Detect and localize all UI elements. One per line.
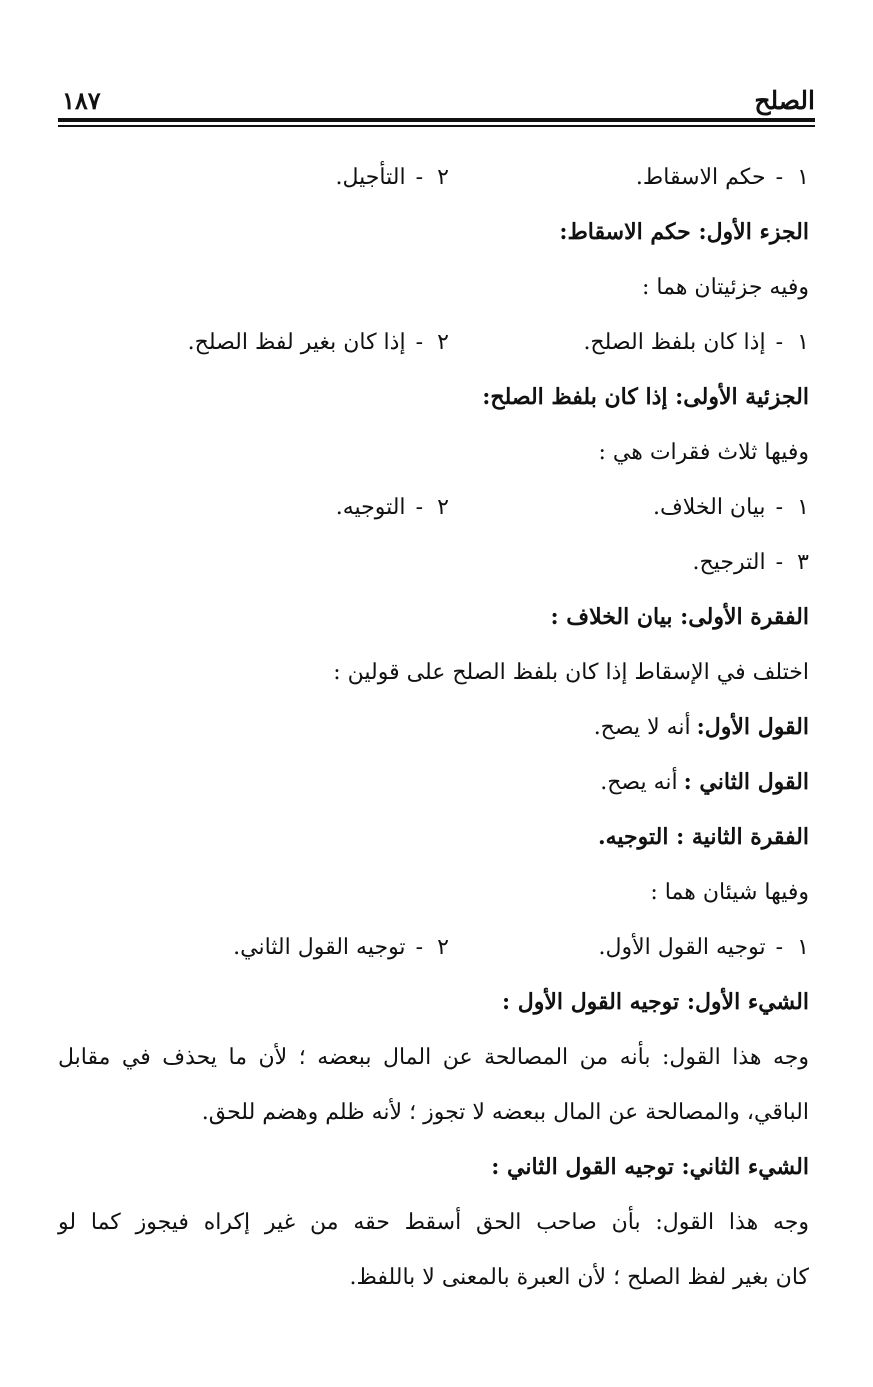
list-item: ١-توجيه القول الأول. (598, 935, 809, 960)
opinion-line (58, 700, 809, 755)
opinion-text: أنه لا يصح. (593, 715, 691, 740)
list-item: ٢-التوجيه. (335, 495, 449, 520)
paragraph-line: اختلف في الإسقاط إذا كان بلفظ الصلح على قولين : (333, 660, 809, 685)
list-item: ٣-الترجيح. (692, 550, 809, 575)
section-heading: الجزئية الأولى: إذا كان بلفظ الصلح: (482, 384, 809, 410)
running-title: الصلح (754, 86, 815, 115)
paragraph-line: كان بغير لفظ الصلح ؛ لأن العبرة بالمعنى لا باللفظ. (349, 1265, 809, 1290)
list-line (58, 480, 809, 535)
list-item: ٢-التأجيل. (335, 165, 449, 190)
list-item: ٢-توجيه القول الثاني. (233, 935, 449, 960)
header-rule-thick (58, 118, 815, 122)
section-heading: الشيء الثاني: توجيه القول الثاني : (491, 1154, 809, 1180)
list-item: ٢-إذا كان بغير لفظ الصلح. (187, 330, 449, 355)
paragraph-line: وفيها ثلاث فقرات هي : (598, 440, 809, 465)
section-heading: الجزء الأول: حكم الاسقاط: (559, 219, 809, 245)
header-rule-thin (58, 125, 815, 127)
section-heading: الشيء الأول: توجيه القول الأول : (501, 989, 809, 1015)
paragraph-line: وفيه جزئيتان هما : (642, 275, 809, 300)
section-heading: الفقرة الثانية : التوجيه. (597, 824, 809, 850)
page-number: ١٨٧ (62, 86, 101, 115)
paragraph-line: وفيها شيئان هما : (650, 880, 809, 905)
list-line (58, 920, 809, 975)
paragraph-line: الباقي، والمصالحة عن المال ببعضه لا تجوز ؛ لأنه ظلم وهضم للحق. (201, 1100, 809, 1125)
list-line (58, 535, 809, 590)
list-item: ١-بيان الخلاف. (653, 495, 809, 520)
page-header (58, 78, 815, 118)
opinion-label: القول الثاني : (683, 769, 809, 795)
opinion-text: أنه يصح. (600, 770, 678, 795)
section-heading: الفقرة الأولى: بيان الخلاف : (550, 604, 809, 630)
paragraph-line: وجه هذا القول: بأن صاحب الحق أسقط حقه من غير إكراه فيجوز كما لو (58, 1210, 809, 1235)
opinion-line (58, 755, 809, 810)
opinion-label: القول الأول: (696, 714, 809, 740)
list-item: ١-حكم الاسقاط. (635, 165, 809, 190)
page-body (58, 150, 809, 1305)
paragraph-line: وجه هذا القول: بأنه من المصالحة عن المال ببعضه ؛ لأن ما يحذف في مقابل (58, 1045, 809, 1070)
list-item: ١-إذا كان بلفظ الصلح. (583, 330, 809, 355)
list-line (58, 150, 809, 205)
list-line (58, 315, 809, 370)
